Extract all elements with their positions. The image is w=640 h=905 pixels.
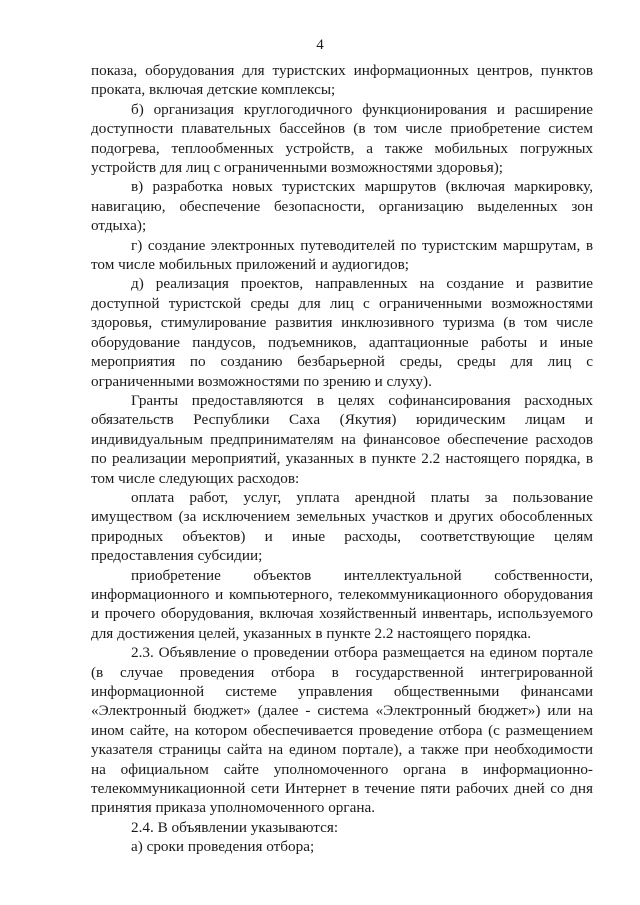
paragraph-item-d: д) реализация проектов, направленных на создание и развитие доступной туристской среды для лиц с ограниченными возможностями здоровья, стимулирование развития инклюзивного туризма (в том числе оборудование пандусов, подъемников, адаптационные работы и иные мероприятия по созданию безбарьерной среды, среды для лиц с ограниченными возможностями по зрению и слуху). bbox=[91, 275, 593, 390]
paragraph-item-g: г) создание электронных путеводителей по туристским маршрутам, в том числе мобильных приложений и аудиогидов; bbox=[91, 236, 593, 274]
paragraph-continuation: показа, оборудования для туристских информационных центров, пунктов проката, включая детские комплексы; bbox=[91, 62, 593, 99]
paragraph-expenses-payment: оплата работ, услуг, уплата арендной платы за пользование имуществом (за исключением земельных участков и других обособленных природных объектов) и иные расходы, соответствующие целям предоставления субсидии; bbox=[91, 488, 593, 565]
paragraph-expenses-acquisition: приобретение объектов интеллектуальной собственности, информационного и компьютерного, телекоммуникационного оборудования и прочего оборудования, включая хозяйственный инвентарь, используемого для достижения целей, указанных в пункте 2.2 настоящего порядка. bbox=[91, 566, 593, 642]
paragraph-item-v: в) разработка новых туристских маршрутов (включая маркировку, навигацию, обеспечение безопасности, организацию выделенных зон отдыха); bbox=[91, 178, 593, 235]
document-body bbox=[91, 61, 593, 857]
page-number: 4 bbox=[316, 37, 324, 53]
paragraph-item-b: б) организация круглогодичного функционирования и расширение доступности плавательных бассейнов (в том числе приобретение систем подогрева, теплообменных устройств, а также мобильных погружных устройств для лиц с ограниченными возможностями здоровья); bbox=[91, 100, 593, 177]
paragraph-section-2-3: 2.3. Объявление о проведении отбора размещается на едином портале (в случае проведения отбора в государственной интегрированной информационной системе управления общественными финансами «Электронный бюджет» (далее - система «Электронный бюджет») или на ином сайте, на котором обеспечивается проведение отбора (с размещением указателя страницы сайта на едином портале), а также при необходимости на официальном сайте уполномоченного органа в информационно-телекоммуникационной сети Интернет в течение пяти рабочих дней со дня принятия приказа уполномоченного органа. bbox=[91, 644, 593, 817]
paragraph-item-a: а) сроки проведения отбора; bbox=[131, 838, 315, 856]
paragraph-grants: Гранты предоставляются в целях софинансирования расходных обязательств Республики Саха (Якутия) юридическим лицам и индивидуальным предпринимателям на финансовое обеспечение расходов по реализации мероприятий, указанных в пункте 2.2 настоящего порядка, в том числе следующих расходов: bbox=[91, 391, 593, 487]
paragraph-section-2-4: 2.4. В объявлении указываются: bbox=[131, 818, 339, 836]
